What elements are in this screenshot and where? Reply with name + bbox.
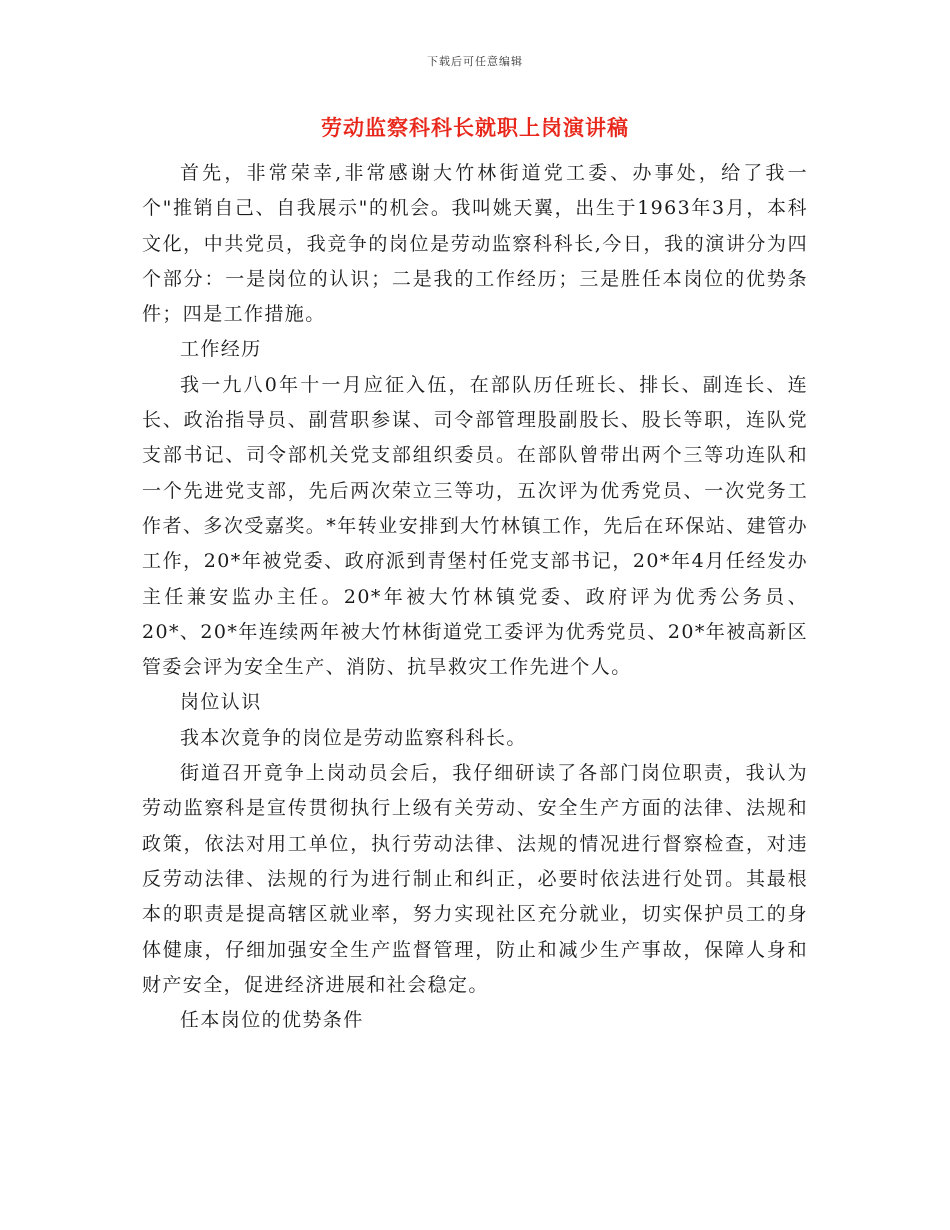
section-heading-work-experience: 工作经历 [180,338,262,361]
document-title: 劳动监察科科长就职上岗演讲稿 [321,115,629,140]
document-body [142,156,808,1038]
section-heading-position-understanding: 岗位认识 [180,691,262,714]
paragraph-position-statement: 我本次竟争的岗位是劳动监察科科长。 [180,726,527,749]
paragraph-work-experience: 我一九八0年十一月应征入伍，在部队历任班长、排长、副连长、连长、政治指导员、副营职参谋、司令部管理股副股长、股长等职，连队党支部书记、司令部机关党支部组织委员。在部队曾带出两个三等功连队和一个先进党支部，先后两次荣立三等功，五次评为优秀党员、一次党务工作者、多次受嘉奖。*年转业安排到大竹林镇工作，先后在环保站、建管办工作，20*年被党委、政府派到青堡村任党支部书记，20*年4月任经发办主任兼安监办主任。20*年被大竹林镇党委、政府评为优秀公务员、20*、20*年连续两年被大竹林街道党工委评为优秀党员、20*年被高新区管委会评为安全生产、消防、抗旱救灾工作先进个人。 [142,373,808,679]
paragraph-intro: 首先，非常荣幸,非常感谢大竹林街道党工委、办事处，给了我一个"推销自己、自我展示"的机会。我叫姚天翼，出生于1963年3月，本科文化，中共党员，我竞争的岗位是劳动监察科科长,今日，我的演讲分为四个部分：一是岗位的认识；二是我的工作经历；三是胜任本岗位的优势条件；四是工作措施。 [142,162,808,326]
page-header-note: 下载后可任意编辑 [427,55,523,68]
paragraph-position-duties: 街道召开竟争上岗动员会后，我仔细研读了各部门岗位职责，我认为劳动监察科是宣传贯彻执行上级有关劳动、安全生产方面的法律、法规和政策，依法对用工单位，执行劳动法律、法规的情况进行督察检查，对违反劳动法律、法规的行为进行制止和纠正，必要时依法进行处罚。其最根本的职责是提高辖区就业率，努力实现社区充分就业，切实保护员工的身体健康，仔细加强安全生产监督管理，防止和减少生产事故，保障人身和财产安全，促进经济进展和社会稳定。 [142,762,808,996]
section-heading-advantages: 任本岗位的优势条件 [180,1009,364,1032]
